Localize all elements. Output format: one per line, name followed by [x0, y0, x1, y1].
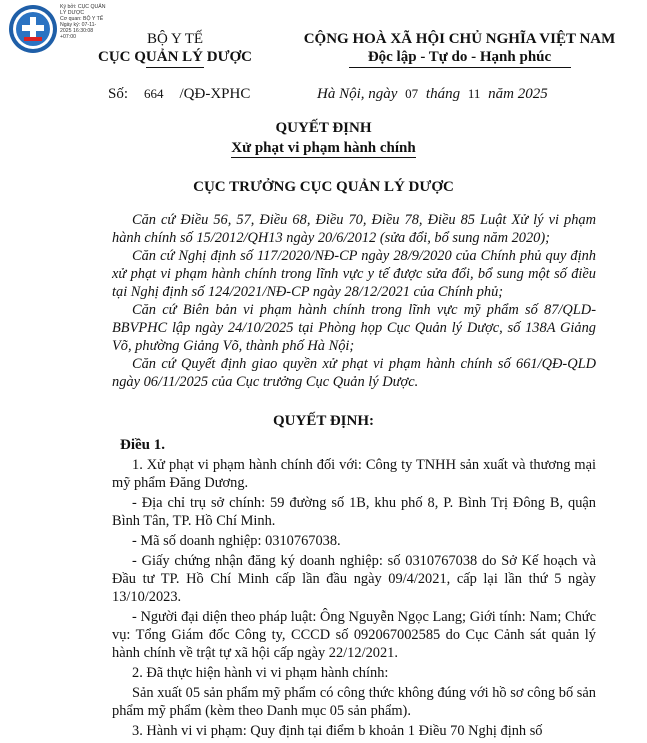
document-number — [108, 86, 250, 103]
agency-underline — [146, 67, 204, 68]
motto-underline — [349, 67, 571, 68]
republic-name: CỘNG HOÀ XÃ HỘI CHỦ NGHĨA VIỆT NAM — [303, 31, 616, 47]
date-prefix: Hà Nội, ngày — [317, 86, 398, 102]
stamp-line: +07:00 — [60, 34, 77, 40]
subtitle-text: Xử phạt vi phạm hành chính — [231, 140, 416, 156]
national-motto: Độc lập - Tự do - Hạnh phúc — [367, 49, 552, 65]
agency-name: CỤC QUẢN LÝ DƯỢC — [97, 49, 253, 65]
stamp-line: 2025 16:30:08 — [60, 28, 94, 34]
article-paragraph: - Giấy chứng nhận đăng ký doanh nghiệp: số 0310767038 do Sở Kế hoạch và Đầu tư TP. Hồ Chí Minh cấp lần đầu ngày 09/4/2021, cấp lại lần thứ 5 ngày 13/10/2023. — [112, 553, 596, 605]
stamp-line: LÝ DƯỢC — [60, 10, 85, 16]
date-month: 11 — [467, 86, 481, 101]
stamp-line: Cơ quan: BỘ Y TẾ — [60, 16, 104, 22]
article-paragraph: 2. Đã thực hiện hành vi vi phạm hành chính: — [132, 665, 389, 681]
date-day: 07 — [405, 86, 419, 101]
stamp-line: Ký bởi: CỤC QUẢN — [60, 4, 106, 10]
ministry-name: BỘ Y TẾ — [146, 31, 204, 47]
number-value: 664 — [144, 86, 164, 101]
legal-basis-paragraph: Căn cứ Điều 56, 57, Điều 68, Điều 70, Điều 78, Điều 85 Luật Xử lý vi phạm hành chính số 15/2012/QH13 ngày 20/6/2012 (sửa đổi, bổ sung năm 2020); — [112, 212, 596, 246]
document-date — [317, 86, 548, 103]
article-paragraph: - Địa chỉ trụ sở chính: 59 đường số 1B, khu phố 8, P. Bình Trị Đông B, quận Bình Tân, TP. Hồ Chí Minh. — [112, 495, 596, 529]
date-year: năm 2025 — [488, 86, 548, 102]
ministry-seal-logo — [8, 4, 58, 54]
legal-basis-paragraph: Căn cứ Quyết định giao quyền xử phạt vi phạm hành chính số 661/QĐ-QLD ngày 06/11/2025 của Cục trưởng Cục Quản lý Dược. — [112, 356, 596, 390]
document-title: QUYẾT ĐỊNH — [275, 120, 372, 136]
legal-basis-paragraph: Căn cứ Biên bản vi phạm hành chính trong lĩnh vực mỹ phẩm số 87/QLD-BBVPHC lập ngày 24/10/2025 tại Phòng họp Cục Quản lý Dược, số 138A Giảng Võ, phường Giảng Võ, thành phố Hà Nội; — [112, 302, 596, 354]
issuing-agency-block — [80, 30, 270, 68]
article-paragraph: - Mã số doanh nghiệp: 0310767038. — [132, 533, 341, 549]
decision-heading: QUYẾT ĐỊNH: — [273, 413, 374, 429]
article-1-section — [112, 436, 596, 742]
article-paragraph: - Người đại diện theo pháp luật: Ông Nguyễn Ngọc Lang; Giới tính: Nam; Chức vụ: Tổng Giám đốc Công ty, CCCD số 092067002585 do Cục Cảnh sát quản lý hành chính về trật tự xã hội cấp ngày 22/12/2021. — [112, 609, 596, 661]
article-paragraph: Sản xuất 05 sản phẩm mỹ phẩm có công thức không đúng với hồ sơ công bố sản phẩm mỹ phẩm (kèm theo Danh mục 05 sản phẩm). — [112, 685, 596, 719]
article-label: Điều 1. — [120, 437, 165, 453]
document-subtitle — [0, 140, 647, 157]
number-label: Số: — [108, 86, 129, 102]
date-month-label: tháng — [425, 86, 461, 102]
national-header-block — [272, 30, 647, 68]
legal-basis-section — [112, 211, 596, 391]
issuer-title: CỤC TRƯỞNG CỤC QUẢN LÝ DƯỢC — [193, 179, 454, 195]
legal-basis-paragraph: Căn cứ Nghị định số 117/2020/NĐ-CP ngày 28/9/2020 của Chính phủ quy định xử phạt vi phạm hành chính trong lĩnh vực y tế được sửa đổi, bổ sung một số điều tại Nghị định số 124/2021/NĐ-CP ngày 28/12/2021 của Chính phủ; — [112, 248, 596, 300]
stamp-line: Ngày ký: 07-11- — [60, 22, 97, 28]
article-paragraph: 1. Xử phạt vi phạm hành chính đối với: Công ty TNHH sản xuất và thương mại mỹ phẩm Đăng Dương. — [112, 457, 596, 491]
number-suffix: /QĐ-XPHC — [179, 86, 251, 102]
article-paragraph: 3. Hành vi vi phạm: Quy định tại điểm b khoản 1 Điều 70 Nghị định số — [132, 723, 543, 739]
